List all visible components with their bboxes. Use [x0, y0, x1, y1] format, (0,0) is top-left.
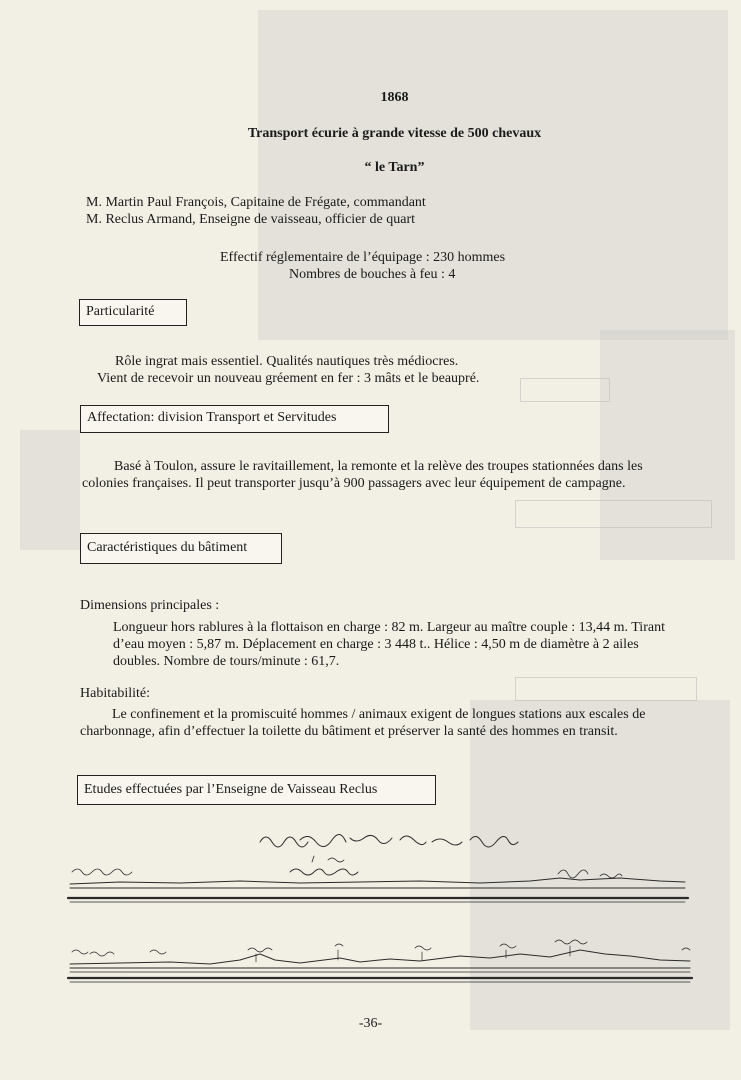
year-heading: 1868 [380, 90, 409, 105]
affectation-paragraph: Basé à Toulon, assure le ravitaillement, la remonte et la relève des troupes stationnées dans les colonies françaises. Il peut transporter jusqu’à 900 passagers avec leur équipement de campagne. [82, 459, 643, 491]
coastline-sketch [60, 820, 700, 1000]
particularite-line-1: Rôle ingrat mais essentiel. Qualités nautiques très médiocres. [115, 354, 459, 369]
ship-type-heading: Transport écurie à grande vitesse de 500 chevaux [247, 126, 542, 141]
gun-count: Nombres de bouches à feu : 4 [289, 267, 456, 282]
officer-quart: M. Reclus Armand, Enseigne de vaisseau, officier de quart [86, 212, 416, 227]
dimensions-heading: Dimensions principales : [80, 598, 220, 613]
particularite-line-2: Vient de recevoir un nouveau gréement en fer : 3 mâts et le beaupré. [97, 371, 480, 386]
section-title-caracteristiques: Caractéristiques du bâtiment [80, 533, 282, 564]
page-number: -36- [358, 1016, 383, 1031]
dimensions-paragraph: Longueur hors rablures à la flottaison en charge : 82 m. Largeur au maître couple : 13,44 m. Tirant d’eau moyen : 5,87 m. Déplacement en charge : 3 448 t.. Hélice : 4,50 m de diamètre à 2 ailes doubles. Nombre de tours/minute : 61,7. [113, 620, 665, 669]
section-title-particularite: Particularité [79, 299, 187, 326]
habitabilite-heading: Habitabilité: [80, 686, 150, 701]
habitabilite-paragraph: Le confinement et la promiscuité hommes / animaux exigent de longues stations aux escales de charbonnage, afin d’effectuer la toilette du bâtiment et préserver la santé des hommes en transit. [80, 707, 646, 739]
crew-strength: Effectif réglementaire de l’équipage : 230 hommes [220, 250, 506, 265]
section-title-affectation: Affectation: division Transport et Servitudes [80, 405, 389, 433]
section-title-etudes: Etudes effectuées par l’Enseigne de Vaisseau Reclus [77, 775, 436, 805]
ship-name-heading: “ le Tarn” [364, 160, 425, 175]
officer-commandant: M. Martin Paul François, Capitaine de Frégate, commandant [86, 195, 426, 210]
